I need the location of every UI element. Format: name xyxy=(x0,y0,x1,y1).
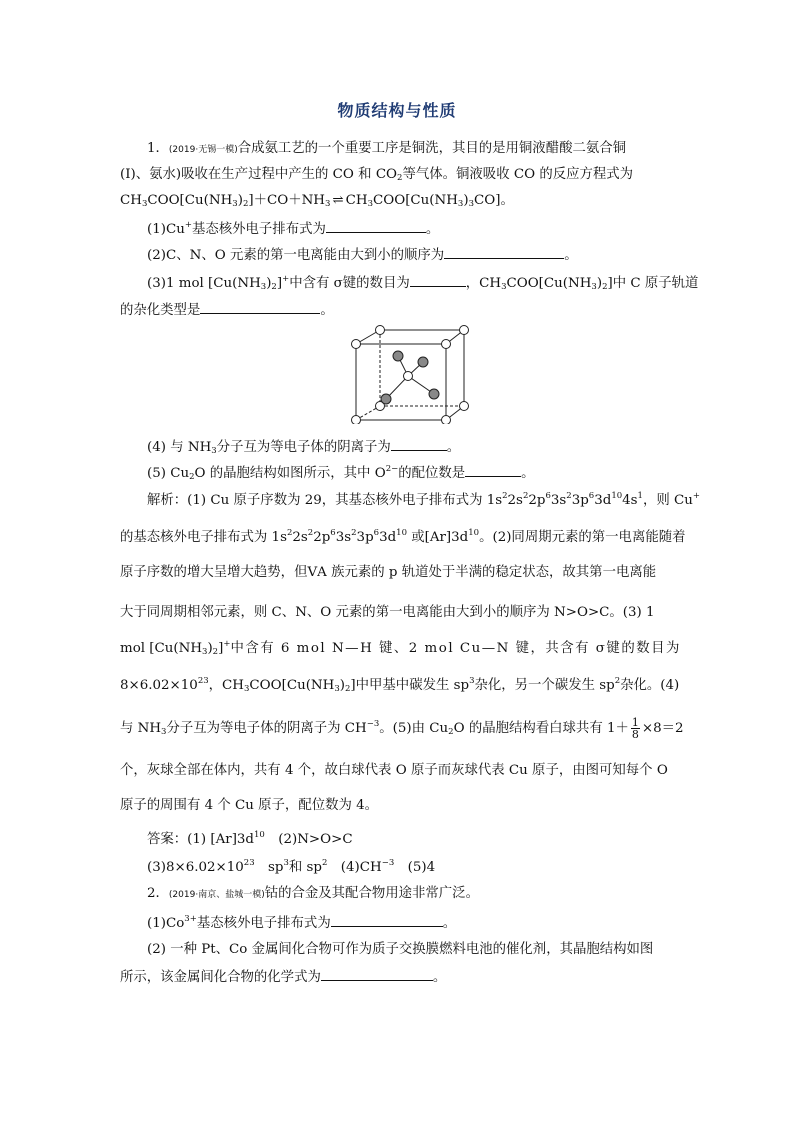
q1-line-1: 1．(2019·无锡一模)合成氨工艺的一个重要工序是铜洗，其目的是用铜液醋酸二氨合铜 xyxy=(147,141,627,156)
o-atom-center xyxy=(404,372,413,381)
answer-blank[interactable] xyxy=(465,463,521,477)
cu-atom xyxy=(393,351,403,361)
o-atom-corner xyxy=(442,340,451,349)
solution-line-4: 大于同周期相邻元素，则 C、N、O 元素的第一电离能由大到小的顺序为 N>O>C。(3) 1 xyxy=(120,605,655,620)
solution-line-9: 原子的周围有 4 个 Cu 原子，配位数为 4。 xyxy=(120,798,379,813)
o-atom-corner xyxy=(376,326,385,335)
answer-blank[interactable] xyxy=(326,219,426,233)
q1-part-5: (5) $Cu_2O$ 的晶胞结构如图所示，其中 $O^{2-}$的配位数是 。 xyxy=(147,464,535,482)
solution-line-2: 的基态核外电子排布式为 $1s^22s^22p^63s^23p^63d^{10}$ 或$[Ar]3d^{10}$。(2)同周期元素的第一电离能随着 xyxy=(120,528,686,545)
q1-part-3: (3)1 mol $[Cu(NH_3)_2]^+$中含有 σ键的数目为 ，$CH_3COO[Cu(NH_3)_2]$中 C 原子轨道 xyxy=(147,274,699,292)
cu-atom xyxy=(418,357,428,367)
solution-line-5: mol $[Cu(NH_3)_2]^+$中含有 6 mol N—H 键、2 mol Cu—N 键，共含有 σ键的数目为 xyxy=(120,639,681,657)
answer-blank[interactable] xyxy=(200,300,320,314)
solution-line-8: 个，灰球全部在体内，共有 4 个，故白球代表 O 原子而灰球代表 Cu 原子，由图可知每个 O xyxy=(120,763,668,778)
answer-blank[interactable] xyxy=(444,245,564,259)
q1-number: 1． xyxy=(147,141,169,156)
answer-line-1: 答案：(1) $[Ar]3d^{10}$ (2)N>O>C xyxy=(147,830,353,847)
q1-equation: $CH_3COO[Cu(NH_3)_2]+CO+NH_3$ ⇌ $CH_3COO[Cu(NH_3)_3CO]$。 xyxy=(120,193,514,209)
answer-line-2: $(3)8\times 6.02\times 10^{23}$ $sp^3$和 $sp^2$ $(4)CH^{-3}$ (5)4 xyxy=(147,858,436,875)
q1-part-4: (4) 与 $NH_3$分子互为等电子体的阴离子为 。 xyxy=(147,437,707,457)
solution-line-6: $8\times 6.02\times 10^{23}$，$CH_3COO[Cu(NH_3)_2]$中甲基中碳发生 $sp^3$杂化，另一个碳发生 $sp^2$杂化。(4) xyxy=(120,676,680,694)
q1-source: (2019·无锡一模) xyxy=(168,145,238,155)
answer-blank[interactable] xyxy=(331,913,443,927)
fraction-one-eighth: $\frac{1}{8}$ xyxy=(631,716,639,741)
q2-line-1: 2．(2019·南京、盐城一模)钴的合金及其配合物用途非常广泛。 xyxy=(147,886,479,901)
cu-atom xyxy=(381,394,391,404)
q1-part-3-cont: 的杂化类型是 。 xyxy=(120,300,680,320)
o-atom-corner xyxy=(352,416,361,425)
solution-line-1: 解析：(1) Cu 原子序数为 29，其基态核外电子排布式为 $1s^22s^22p^63s^23p^63d^{10}4s^1$，则 Cu+ xyxy=(147,491,701,508)
answer-blank[interactable] xyxy=(321,967,433,981)
q2-part-1: $(1)Co^{3+}$基态核外电子排布式为 。 xyxy=(147,914,457,931)
q2-source: (2019·南京、盐城一模) xyxy=(168,890,265,900)
q2-number: 2． xyxy=(147,886,169,901)
equilibrium-arrow: ⇌ xyxy=(332,193,344,208)
o-atom-corner xyxy=(460,326,469,335)
cu2o-unit-cell-figure xyxy=(348,324,472,424)
solution-line-3: 原子序数的增大呈增大趋势，但ⅤA 族元素的 p 轨道处于半满的稳定状态，故其第一电离能 xyxy=(120,565,657,580)
answer-blank[interactable] xyxy=(391,437,447,451)
o-atom-corner xyxy=(352,340,361,349)
q2-part-2: (2) 一种 Pt、Co 金属间化合物可作为质子交换膜燃料电池的催化剂，其晶胞结构如图 xyxy=(147,942,654,957)
q1-part-2: (2)C、N、O 元素的第一电离能由大到小的顺序为 。 xyxy=(147,245,707,265)
page-title: 物质结构与性质 xyxy=(337,101,457,120)
q2-part-2-cont: 所示，该金属间化合物的化学式为 。 xyxy=(120,967,680,987)
solution-line-7: 与 $NH_3$分子互为等电子体的阴离子为 $CH^{-3}$。(5)由 $Cu_2O$ 的晶胞结构看白球共有 1＋ $\frac{1}{8}$ ×8＝2 xyxy=(120,716,684,741)
o-atom-corner xyxy=(460,402,469,411)
o-atom-corner xyxy=(442,416,451,425)
answer-blank[interactable] xyxy=(410,273,466,287)
q1-part-1: (1)Cu+基态核外电子排布式为 。 xyxy=(147,220,440,237)
q1-line-2: (Ⅰ)、氨水)吸收在生产过程中产生的 CO 和 $CO_2$等气体。铜液吸收 CO 的反应方程式为 xyxy=(120,167,634,183)
cu-atom xyxy=(429,389,439,399)
